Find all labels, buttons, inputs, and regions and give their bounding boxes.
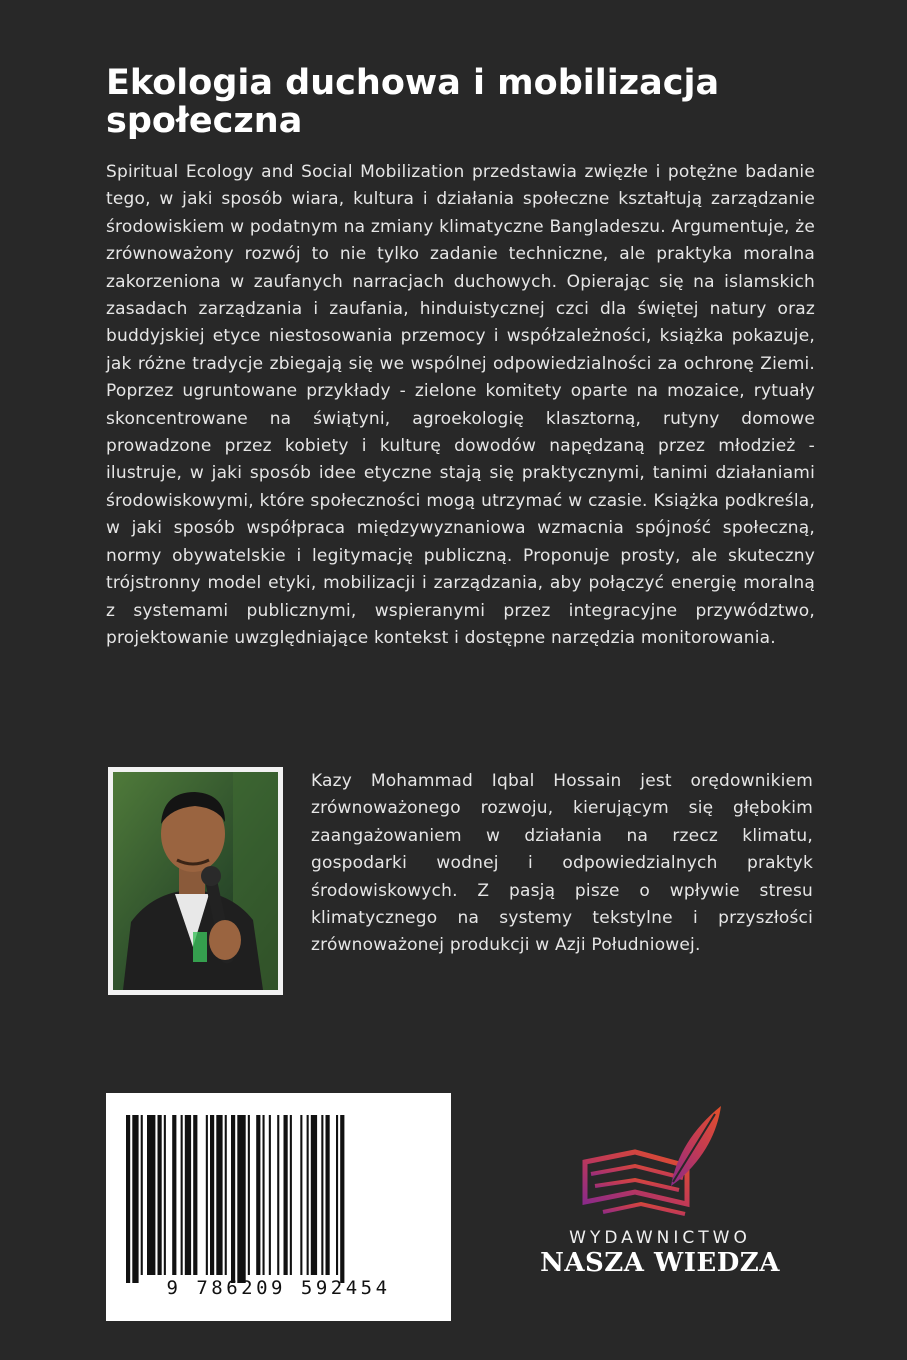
barcode-bar — [141, 1115, 143, 1275]
publisher-name: NASZA WIEDZA — [540, 1248, 780, 1278]
barcode-bar — [300, 1115, 302, 1275]
barcode-bar — [206, 1115, 208, 1275]
barcode-bar — [158, 1115, 162, 1275]
author-photo — [108, 767, 283, 995]
barcode-bar — [290, 1115, 292, 1275]
barcode-bar — [336, 1115, 338, 1275]
barcode-bar — [237, 1115, 245, 1283]
barcode-bar — [126, 1115, 130, 1283]
barcode-bar — [248, 1115, 250, 1275]
barcode-bar — [269, 1115, 271, 1275]
barcode-bar — [263, 1115, 265, 1275]
book-title: Ekologia duchowa i mobilizacja społeczna — [106, 63, 720, 141]
barcode-bar — [147, 1115, 155, 1275]
barcode-bar — [256, 1115, 260, 1275]
barcode-bar — [193, 1115, 197, 1275]
barcode-bar — [225, 1115, 227, 1275]
barcode-bar — [231, 1115, 235, 1283]
barcode-bar — [307, 1115, 309, 1275]
barcode-bar — [181, 1115, 183, 1275]
barcode-bar — [326, 1115, 330, 1275]
barcode-bar — [340, 1115, 344, 1283]
barcode-bar — [210, 1115, 214, 1275]
isbn-digits: 9 786209 592454 — [166, 1277, 391, 1299]
barcode-bar — [172, 1115, 176, 1275]
barcode-bar — [216, 1115, 222, 1275]
barcode-bar — [185, 1115, 191, 1275]
author-bio: Kazy Mohammad Iqbal Hossain jest orędownikiem zrównoważonego rozwoju, kierującym się głębokim zaangażowaniem w działania na rzecz klimatu, gospodarki wodnej i odpowiedzialnych praktyk środowiskowych. Z pasją pisze o wpływie stresu klimatycznego na systemy tekstylne i przyszłości zrównoważonej produkcji w Azji Południowej. — [311, 771, 813, 956]
isbn-barcode — [106, 1093, 451, 1321]
barcode-bar — [311, 1115, 317, 1275]
book-description: Spiritual Ecology and Social Mobilization przedstawia zwięzłe i potężne badanie tego, w jaki sposób wiara, kultura i działania społeczne kształtują zarządzanie środowiskiem w podatnym na zmiany klimatyczne Bangladeszu. Argumentuje, że zrównoważony rozwój to nie tylko zadanie techniczne, ale praktyka moralna zakorzeniona w zaufanych narracjach duchowych. Opierając się na islamskich zasadach zarządzania i zaufania, hinduistycznej czci dla świętej natury oraz buddyjskiej etyce niestosowania przemocy i współzależności, książka pokazuje, jak różne tradycje zbiegają się we wspólnej odpowiedzialności za ochronę Ziemi. Poprzez ugruntowane przykłady - zielone komitety oparte na mozaice, rytuały skoncentrowane na świątyni, agroekologię klasztorną, rutyny domowe prowadzone przez kobiety i kulturę dowodów napędzaną przez młodzież - ilustruje, w jaki sposób idee etyczne stają się praktycznymi, tanimi działaniami środowiskowymi, które społeczności mogą utrzymać w czasie. Książka podkreśla, w jaki sposób współpraca międzywyznaniowa wzmacnia spójność społeczną, normy obywatelskie i legitymację publiczną. Proponuje prosty, ale skuteczny trójstronny model etyki, mobilizacji i zarządzania, aby połączyć energię moralną z systemami publicznymi, wspieranymi przez integracyjne przywództwo, projektowanie uwzględniające kontekst i dostępne narzędzia monitorowania. — [106, 162, 815, 648]
book-quill-icon — [575, 1100, 735, 1230]
barcode-bar — [321, 1115, 323, 1275]
barcode-bar — [277, 1115, 279, 1275]
barcode-bar — [284, 1115, 288, 1275]
barcode-bar — [164, 1115, 166, 1275]
barcode-bar — [132, 1115, 138, 1283]
publisher-label: WYDAWNICTWO — [569, 1228, 751, 1248]
